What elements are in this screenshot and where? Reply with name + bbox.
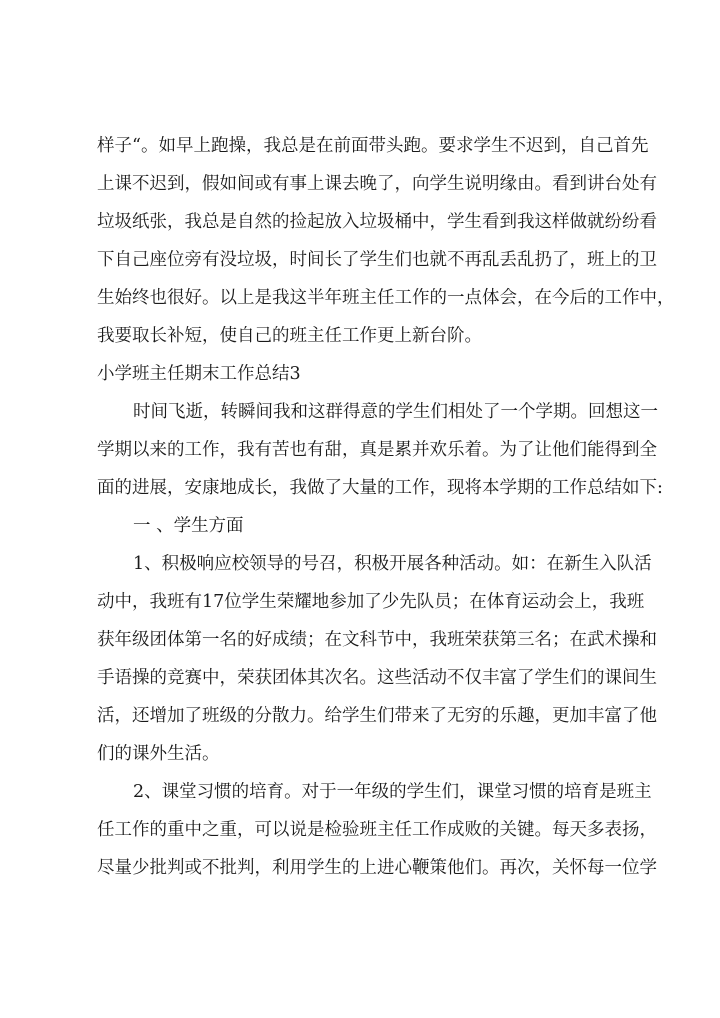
text-line: 学期以来的工作，我有苦也有甜，真是累并欢乐着。为了让他们能得到全 [97, 440, 657, 460]
text-line: 1、积极响应校领导的号召，积极开展各种活动。如：在新生入队活 [133, 554, 652, 574]
text-line: 时间飞逝，转瞬间我和这群得意的学生们相处了一个学期。回想这一 [133, 402, 658, 422]
text-line: 生始终也很好。以上是我这半年班主任工作的一点体会，在今后的工作中， [97, 288, 675, 308]
text-line: 面的进展，安康地成长，我做了大量的工作，现将本学期的工作总结如下: [97, 478, 663, 498]
section-heading: 小学班主任期末工作总结3 [97, 364, 301, 384]
text-line: 上课不迟到，假如间或有事上课去晚了，向学生说明缘由。看到讲台处有 [97, 174, 657, 194]
text-line: 下自己座位旁有没垃圾，时间长了学生们也就不再乱丢乱扔了，班上的卫 [97, 250, 657, 270]
text-line: 们的课外生活。 [97, 744, 220, 764]
text-line: 获年级团体第一名的好成绩；在文科节中，我班荣获第三名；在武术操和 [97, 630, 657, 650]
subsection-heading: 一 、学生方面 [133, 516, 244, 536]
text-line: 活，还增加了班级的分散力。给学生们带来了无穷的乐趣，更加丰富了他 [97, 706, 657, 726]
text-line: 手语操的竞赛中，荣获团体其次名。这些活动不仅丰富了学生们的课间生 [97, 668, 657, 688]
text-line: 我要取长补短，使自己的班主任工作更上新台阶。 [97, 326, 482, 346]
text-line: 动中，我班有17位学生荣耀地参加了少先队员；在体育运动会上，我班 [97, 592, 645, 612]
text-line: 样子“。如早上跑操，我总是在前面带头跑。要求学生不迟到，自己首先 [97, 136, 649, 156]
text-line: 垃圾纸张，我总是自然的捡起放入垃圾桶中，学生看到我这样做就纷纷看 [97, 212, 657, 232]
text-line: 尽量少批判或不批判，利用学生的上进心鞭策他们。再次，关怀每一位学 [97, 858, 657, 878]
text-line: 任工作的重中之重，可以说是检验班主任工作成败的关键。每天多表扬， [97, 820, 657, 840]
text-line: 2、课堂习惯的培育。对于一年级的学生们，课堂习惯的培育是班主 [133, 782, 652, 802]
